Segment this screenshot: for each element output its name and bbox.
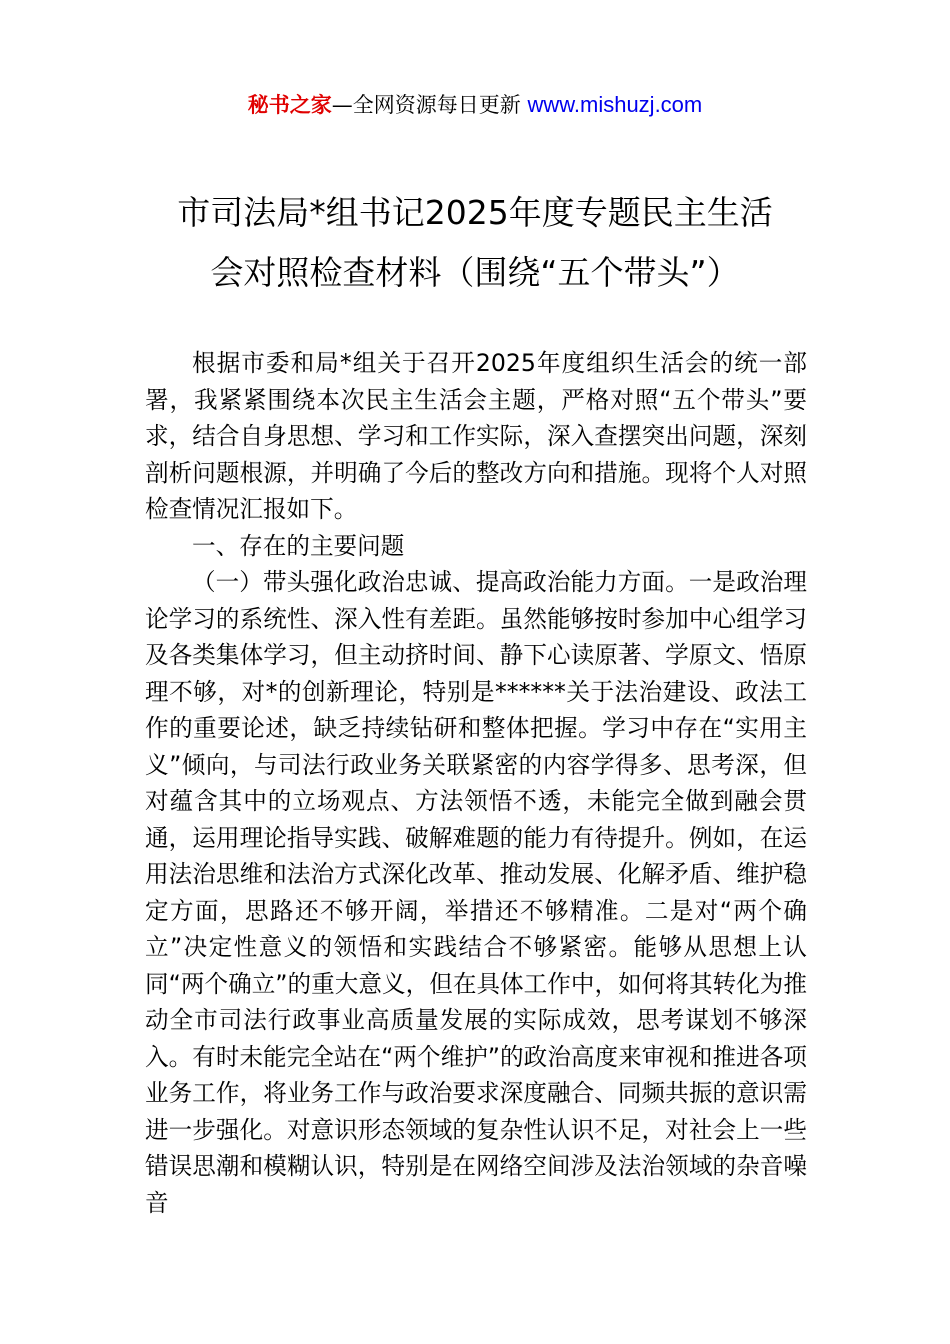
brand-name: 秘书之家 — [247, 93, 332, 117]
site-url-link[interactable]: www.mishuzj.com — [527, 92, 703, 117]
intro-paragraph: 根据市委和局*组关于召开2025年度组织生活会的统一部署，我紧紧围绕本次民主生活会主题，严格对照“五个带头”要求，结合自身思想、学习和工作实际，深入查摆突出问题，深刻剖析问题根源，并明确了今后的整改方向和措施。现将个人对照检查情况汇报如下。 — [145, 349, 807, 523]
title-line-1: 市司法局*组书记2025年度专题民主生活 — [177, 193, 773, 232]
subsection-paragraph: （一）带头强化政治忠诚、提高政治能力方面。一是政治理论学习的系统性、深入性有差距。虽然能够按时参加中心组学习及各类集体学习，但主动挤时间、静下心读原著、学原文、悟原理不够，对*的创新理论，特别是******关于法治建设、政法工作的重要论述，缺乏持续钻研和整体把握。学习中存在“实用主义”倾向，与司法行政业务关联紧密的内容学得多、思考深，但对蕴含其中的立场观点、方法领悟不透，未能完全做到融会贯通，运用理论指导实践、破解难题的能力有待提升。例如，在运用法治思维和法治方式深化改革、推动发展、化解矛盾、维护稳定方面，思路还不够开阔，举措还不够精准。二是对“两个确立”决定性意义的领悟和实践结合不够紧密。能够从思想上认同“两个确立”的重大意义，但在具体工作中，如何将其转化为推动全市司法行政事业高质量发展的实际成效，思考谋划不够深入。有时未能完全站在“两个维护”的政治高度来审视和推进各项业务工作，将业务工作与政治要求深度融合、同频共振的意识需进一步强化。对意识形态领域的复杂性认识不足，对社会上一些错误思潮和模糊认识，特别是在网络空间涉及法治领域的杂音噪音 — [145, 568, 807, 1217]
title-line-2: 会对照检查材料（围绕“五个带头”） — [210, 253, 740, 292]
document-title — [0, 183, 950, 303]
document-body — [145, 345, 807, 1221]
section-heading: 一、存在的主要问题 — [192, 531, 405, 560]
site-header — [0, 88, 950, 122]
header-tagline: —全网资源每日更新 — [331, 93, 528, 117]
